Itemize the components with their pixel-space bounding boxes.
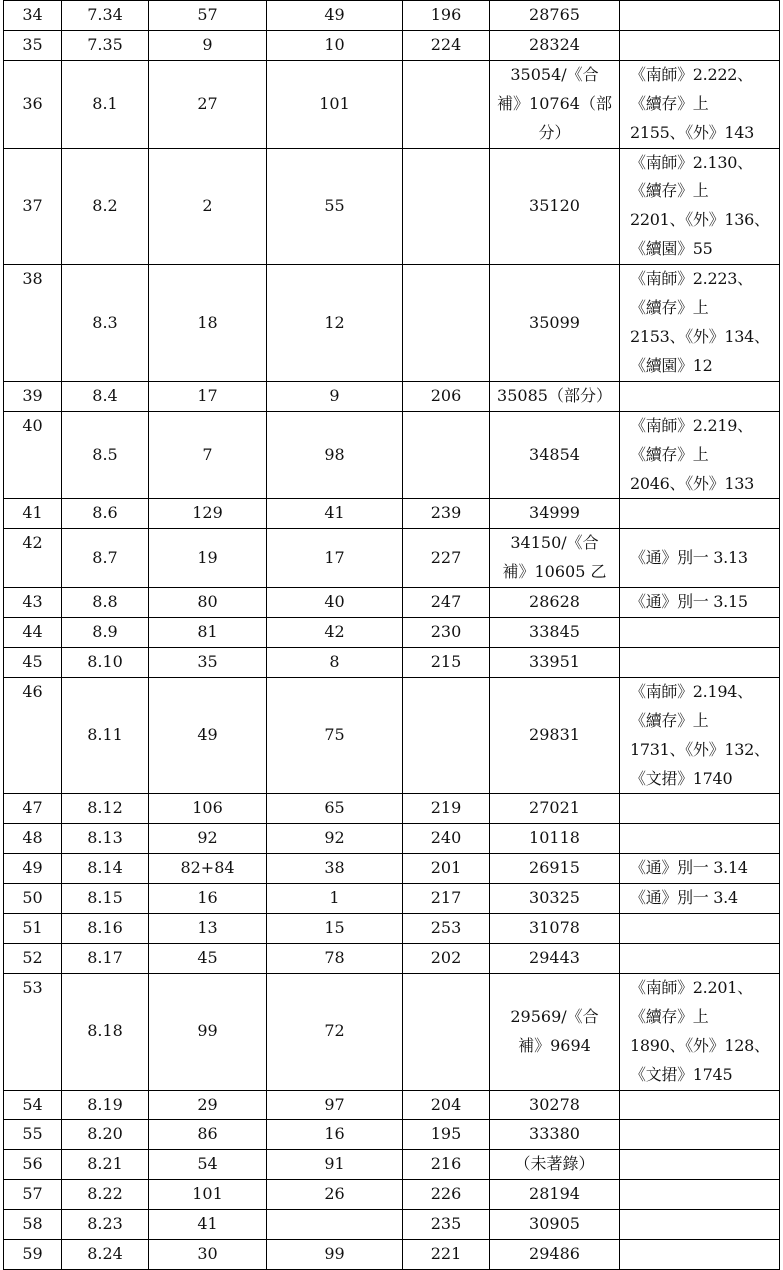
row-number-cell: 41 [4, 499, 62, 529]
section-cell: 8.16 [62, 914, 149, 944]
row-number-cell: 49 [4, 854, 62, 884]
table-row [4, 60, 780, 148]
table-row [4, 411, 780, 499]
row-number-cell: 58 [4, 1210, 62, 1240]
catalog-table-body [4, 1, 780, 1270]
col-d-cell [403, 411, 490, 499]
col-c-cell: 8 [267, 647, 403, 677]
table-row [4, 148, 780, 265]
section-cell: 8.22 [62, 1180, 149, 1210]
reference-cell [620, 618, 780, 648]
col-c-cell: 75 [267, 677, 403, 794]
reference-cell [620, 1180, 780, 1210]
table-row [4, 1090, 780, 1120]
heji-number-cell: 29443 [490, 944, 620, 974]
table-row [4, 1240, 780, 1270]
row-number-cell: 57 [4, 1180, 62, 1210]
col-d-cell [403, 148, 490, 265]
col-d-cell: 204 [403, 1090, 490, 1120]
reference-cell: 《通》別一 3.14 [620, 854, 780, 884]
section-cell: 7.35 [62, 30, 149, 60]
section-cell: 8.23 [62, 1210, 149, 1240]
table-row [4, 1150, 780, 1180]
row-number-cell: 54 [4, 1090, 62, 1120]
col-d-cell: 226 [403, 1180, 490, 1210]
heji-number-cell: 28324 [490, 30, 620, 60]
reference-cell [620, 381, 780, 411]
col-b-cell: 101 [149, 1180, 267, 1210]
col-b-cell: 82+84 [149, 854, 267, 884]
table-row [4, 914, 780, 944]
col-b-cell: 19 [149, 529, 267, 588]
section-cell: 8.24 [62, 1240, 149, 1270]
heji-number-cell: 29486 [490, 1240, 620, 1270]
row-number-cell: 35 [4, 30, 62, 60]
col-d-cell: 235 [403, 1210, 490, 1240]
col-b-cell: 30 [149, 1240, 267, 1270]
col-c-cell: 15 [267, 914, 403, 944]
heji-number-cell: 34150/《合 補》10605 乙 [490, 529, 620, 588]
col-d-cell: 195 [403, 1120, 490, 1150]
table-row [4, 677, 780, 794]
row-number-cell: 34 [4, 1, 62, 31]
heji-number-cell: 34854 [490, 411, 620, 499]
section-cell: 8.1 [62, 60, 149, 148]
col-b-cell: 57 [149, 1, 267, 31]
table-row [4, 618, 780, 648]
col-c-cell: 91 [267, 1150, 403, 1180]
heji-number-cell: 35099 [490, 265, 620, 382]
section-cell: 8.20 [62, 1120, 149, 1150]
col-d-cell: 201 [403, 854, 490, 884]
section-cell: 8.17 [62, 944, 149, 974]
col-c-cell: 16 [267, 1120, 403, 1150]
heji-number-cell: 31078 [490, 914, 620, 944]
col-b-cell: 7 [149, 411, 267, 499]
reference-cell: 《南師》2.201、 《續存》上 1890、《外》128、 《文捃》1745 [620, 973, 780, 1090]
heji-number-cell: 27021 [490, 794, 620, 824]
heji-number-cell: 30905 [490, 1210, 620, 1240]
col-d-cell: 206 [403, 381, 490, 411]
reference-cell [620, 824, 780, 854]
section-cell: 8.9 [62, 618, 149, 648]
col-d-cell: 224 [403, 30, 490, 60]
section-cell: 8.6 [62, 499, 149, 529]
col-c-cell: 97 [267, 1090, 403, 1120]
row-number-cell: 40 [4, 411, 62, 499]
col-d-cell [403, 677, 490, 794]
reference-cell [620, 30, 780, 60]
reference-cell [620, 944, 780, 974]
table-row [4, 824, 780, 854]
row-number-cell: 37 [4, 148, 62, 265]
heji-number-cell: 35085（部分） [490, 381, 620, 411]
heji-number-cell: 28194 [490, 1180, 620, 1210]
col-d-cell: 230 [403, 618, 490, 648]
col-b-cell: 16 [149, 884, 267, 914]
col-c-cell: 38 [267, 854, 403, 884]
col-b-cell: 86 [149, 1120, 267, 1150]
reference-cell [620, 499, 780, 529]
heji-number-cell: 33845 [490, 618, 620, 648]
table-row [4, 499, 780, 529]
reference-cell [620, 1240, 780, 1270]
col-c-cell: 40 [267, 588, 403, 618]
row-number-cell: 52 [4, 944, 62, 974]
section-cell: 8.5 [62, 411, 149, 499]
reference-cell [620, 914, 780, 944]
reference-cell: 《南師》2.223、 《續存》上 2153、《外》134、 《續園》12 [620, 265, 780, 382]
table-row [4, 30, 780, 60]
col-b-cell: 54 [149, 1150, 267, 1180]
table-row [4, 265, 780, 382]
section-cell: 7.34 [62, 1, 149, 31]
section-cell: 8.21 [62, 1150, 149, 1180]
col-b-cell: 92 [149, 824, 267, 854]
table-row [4, 1120, 780, 1150]
col-b-cell: 106 [149, 794, 267, 824]
reference-cell: 《南師》2.222、 《續存》上 2155、《外》143 [620, 60, 780, 148]
heji-number-cell: 33951 [490, 647, 620, 677]
col-d-cell [403, 973, 490, 1090]
table-row [4, 854, 780, 884]
heji-number-cell: 28628 [490, 588, 620, 618]
col-d-cell: 227 [403, 529, 490, 588]
reference-cell: 《通》別一 3.13 [620, 529, 780, 588]
col-b-cell: 13 [149, 914, 267, 944]
table-row [4, 884, 780, 914]
col-b-cell: 45 [149, 944, 267, 974]
col-b-cell: 27 [149, 60, 267, 148]
reference-cell [620, 647, 780, 677]
col-c-cell: 41 [267, 499, 403, 529]
col-d-cell: 217 [403, 884, 490, 914]
col-c-cell: 65 [267, 794, 403, 824]
section-cell: 8.11 [62, 677, 149, 794]
row-number-cell: 48 [4, 824, 62, 854]
row-number-cell: 43 [4, 588, 62, 618]
col-d-cell: 215 [403, 647, 490, 677]
section-cell: 8.7 [62, 529, 149, 588]
table-row [4, 1, 780, 31]
col-c-cell: 101 [267, 60, 403, 148]
table-row [4, 973, 780, 1090]
col-b-cell: 80 [149, 588, 267, 618]
heji-number-cell: 34999 [490, 499, 620, 529]
col-c-cell: 92 [267, 824, 403, 854]
heji-number-cell: 26915 [490, 854, 620, 884]
section-cell: 8.19 [62, 1090, 149, 1120]
catalog-table [3, 0, 780, 1270]
reference-cell: 《南師》2.130、 《續存》上 2201、《外》136、 《續園》55 [620, 148, 780, 265]
col-b-cell: 81 [149, 618, 267, 648]
col-d-cell: 216 [403, 1150, 490, 1180]
col-d-cell: 202 [403, 944, 490, 974]
col-c-cell: 78 [267, 944, 403, 974]
row-number-cell: 55 [4, 1120, 62, 1150]
col-c-cell: 72 [267, 973, 403, 1090]
section-cell: 8.14 [62, 854, 149, 884]
section-cell: 8.18 [62, 973, 149, 1090]
row-number-cell: 39 [4, 381, 62, 411]
section-cell: 8.8 [62, 588, 149, 618]
col-b-cell: 49 [149, 677, 267, 794]
reference-cell: 《南師》2.219、 《續存》上 2046、《外》133 [620, 411, 780, 499]
table-row [4, 944, 780, 974]
row-number-cell: 38 [4, 265, 62, 382]
reference-cell [620, 1210, 780, 1240]
col-b-cell: 35 [149, 647, 267, 677]
col-b-cell: 29 [149, 1090, 267, 1120]
reference-cell [620, 1120, 780, 1150]
heji-number-cell: 35120 [490, 148, 620, 265]
reference-cell: 《南師》2.194、 《續存》上 1731、《外》132、 《文捃》1740 [620, 677, 780, 794]
col-d-cell: 240 [403, 824, 490, 854]
reference-cell [620, 1150, 780, 1180]
heji-number-cell: 30278 [490, 1090, 620, 1120]
section-cell: 8.4 [62, 381, 149, 411]
col-b-cell: 99 [149, 973, 267, 1090]
col-d-cell [403, 265, 490, 382]
reference-cell [620, 1090, 780, 1120]
col-d-cell: 239 [403, 499, 490, 529]
heji-number-cell: 29569/《合 補》9694 [490, 973, 620, 1090]
col-c-cell: 55 [267, 148, 403, 265]
section-cell: 8.15 [62, 884, 149, 914]
col-d-cell: 221 [403, 1240, 490, 1270]
col-c-cell [267, 1210, 403, 1240]
heji-number-cell: 28765 [490, 1, 620, 31]
col-d-cell: 219 [403, 794, 490, 824]
heji-number-cell: 30325 [490, 884, 620, 914]
row-number-cell: 42 [4, 529, 62, 588]
row-number-cell: 53 [4, 973, 62, 1090]
row-number-cell: 56 [4, 1150, 62, 1180]
reference-cell [620, 794, 780, 824]
heji-number-cell: 33380 [490, 1120, 620, 1150]
heji-number-cell: 29831 [490, 677, 620, 794]
section-cell: 8.2 [62, 148, 149, 265]
heji-number-cell: （未著錄） [490, 1150, 620, 1180]
table-row [4, 1180, 780, 1210]
col-b-cell: 18 [149, 265, 267, 382]
section-cell: 8.3 [62, 265, 149, 382]
heji-number-cell: 10118 [490, 824, 620, 854]
section-cell: 8.12 [62, 794, 149, 824]
row-number-cell: 45 [4, 647, 62, 677]
col-c-cell: 99 [267, 1240, 403, 1270]
col-c-cell: 49 [267, 1, 403, 31]
table-row [4, 529, 780, 588]
col-b-cell: 41 [149, 1210, 267, 1240]
col-d-cell: 196 [403, 1, 490, 31]
col-c-cell: 42 [267, 618, 403, 648]
section-cell: 8.10 [62, 647, 149, 677]
row-number-cell: 50 [4, 884, 62, 914]
heji-number-cell: 35054/《合 補》10764（部 分） [490, 60, 620, 148]
col-d-cell [403, 60, 490, 148]
row-number-cell: 59 [4, 1240, 62, 1270]
col-b-cell: 129 [149, 499, 267, 529]
reference-cell: 《通》別一 3.4 [620, 884, 780, 914]
col-c-cell: 17 [267, 529, 403, 588]
table-row [4, 647, 780, 677]
table-row [4, 381, 780, 411]
reference-cell: 《通》別一 3.15 [620, 588, 780, 618]
reference-cell [620, 1, 780, 31]
row-number-cell: 44 [4, 618, 62, 648]
row-number-cell: 46 [4, 677, 62, 794]
table-row [4, 794, 780, 824]
col-c-cell: 12 [267, 265, 403, 382]
col-b-cell: 17 [149, 381, 267, 411]
col-c-cell: 9 [267, 381, 403, 411]
col-d-cell: 247 [403, 588, 490, 618]
col-c-cell: 10 [267, 30, 403, 60]
table-row [4, 588, 780, 618]
row-number-cell: 47 [4, 794, 62, 824]
section-cell: 8.13 [62, 824, 149, 854]
col-d-cell: 253 [403, 914, 490, 944]
col-b-cell: 2 [149, 148, 267, 265]
col-c-cell: 1 [267, 884, 403, 914]
col-c-cell: 26 [267, 1180, 403, 1210]
row-number-cell: 51 [4, 914, 62, 944]
col-c-cell: 98 [267, 411, 403, 499]
col-b-cell: 9 [149, 30, 267, 60]
row-number-cell: 36 [4, 60, 62, 148]
table-row [4, 1210, 780, 1240]
